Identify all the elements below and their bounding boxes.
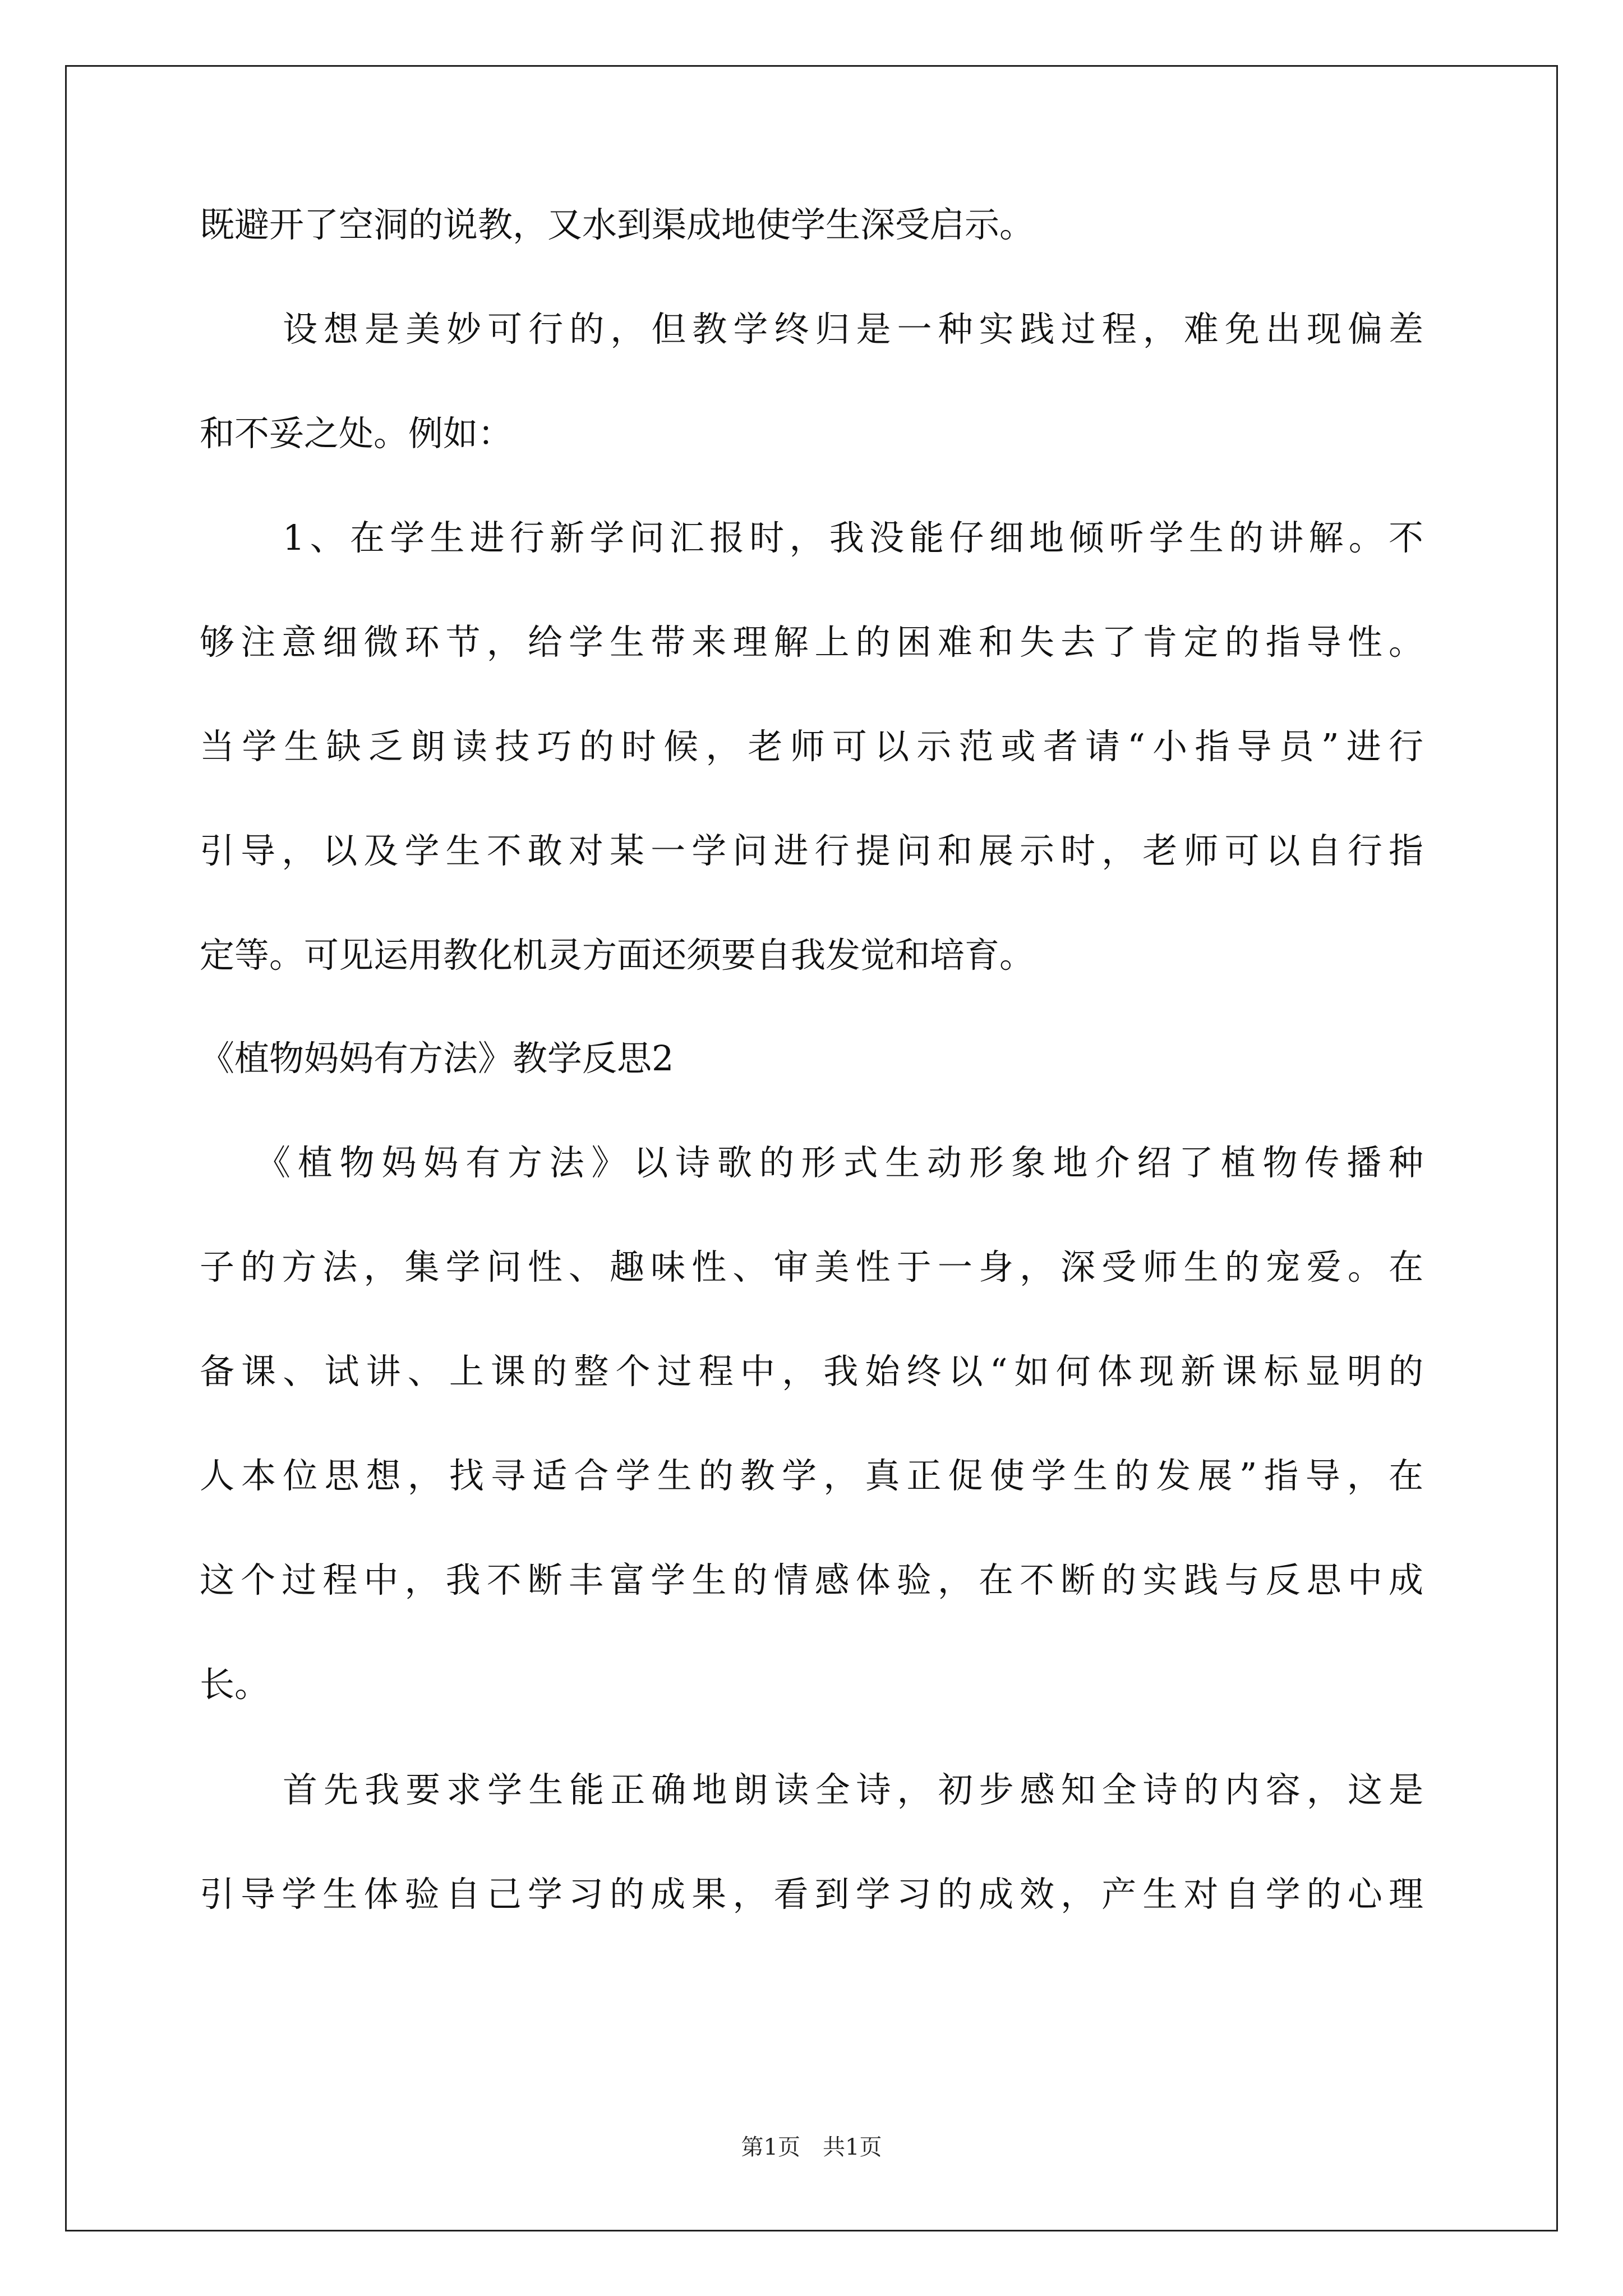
text-line-6: 当学生缺乏朗读技巧的时候，老师可以示范或者请“小指导员”进行 [200, 726, 1423, 767]
text-line-12: 备课、试讲、上课的整个过程中，我始终以“如何体现新课标显明的 [200, 1351, 1423, 1392]
section-heading: 《植物妈妈有方法》教学反思2 [200, 1038, 674, 1079]
text-line-14: 这个过程中，我不断丰富学生的情感体验，在不断的实践与反思中成 [200, 1559, 1423, 1600]
text-line-7: 引导，以及学生不敢对某一学问进行提问和展示时，老师可以自行指 [200, 830, 1423, 871]
text-line-11: 子的方法，集学问性、趣味性、审美性于一身，深受师生的宠爱。在 [200, 1246, 1423, 1287]
page-number: 第1页 共1页 [741, 2134, 882, 2160]
text-line-3: 和不妥之处。例如： [200, 413, 513, 454]
text-line-13: 人本位思想，找寻适合学生的教学，真正促使学生的发展”指导，在 [200, 1455, 1423, 1496]
text-line-2: 设想是美妙可行的，但教学终归是一种实践过程，难免出现偏差 [283, 309, 1423, 349]
text-line-17: 引导学生体验自己学习的成果，看到学习的成效，产生对自学的心理 [200, 1874, 1423, 1915]
text-line-5: 够注意细微环节，给学生带来理解上的困难和失去了肯定的指导性。 [200, 622, 1423, 662]
text-line-1: 既避开了空洞的说教，又水到渠成地使学生深受启示。 [200, 204, 1035, 245]
text-line-8: 定等。可见运用教化机灵方面还须要自我发觉和培育。 [200, 935, 1035, 976]
text-line-15: 长。 [200, 1664, 270, 1705]
text-line-10: 《植物妈妈有方法》以诗歌的形式生动形象地介绍了植物传播种 [256, 1142, 1423, 1183]
text-line-4: 1、在学生进行新学问汇报时，我没能仔细地倾听学生的讲解。不 [283, 517, 1423, 558]
text-line-16: 首先我要求学生能正确地朗读全诗，初步感知全诗的内容，这是 [283, 1769, 1423, 1810]
